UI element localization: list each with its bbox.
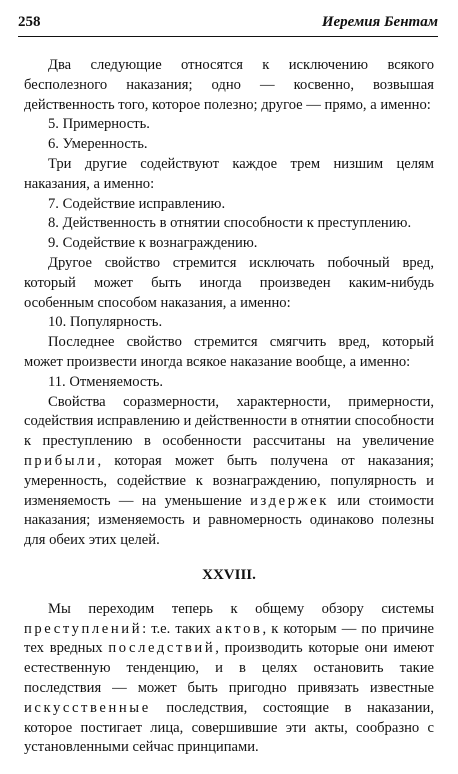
paragraph <box>24 600 434 758</box>
paragraph: Два следующие относятся к исключению всякого бесполезного наказания; одно — косвенно, возвышая действенность того, которое полезно; другое — прямо, а именно: <box>24 57 434 113</box>
text-run: Свойства соразмерности, характерности, примерности, содействия исправлению и действенности в отнятии способности к преступлению в особенности рассчитаны на увеличение <box>24 393 434 450</box>
spaced-emphasis: искусственные <box>24 699 151 716</box>
text-run: Мы переходим теперь к общему обзору системы <box>48 600 434 617</box>
spaced-emphasis: прибыли <box>24 452 98 469</box>
paragraph: Последнее свойство стремится смягчить вред, который может произвести иногда всякое наказание вообще, а именно: <box>24 334 434 370</box>
list-item: 8. Действенность в отнятии способности к преступлению. <box>48 215 412 232</box>
text-run: или стоимости наказания; изменяемость и равномерность одинаково полезны для обеих этих целей. <box>24 492 434 549</box>
list-item: 7. Содействие исправлению. <box>48 195 226 212</box>
paragraph <box>24 393 434 551</box>
list-item: 9. Содействие к вознаграждению. <box>48 235 258 252</box>
main-text <box>24 56 434 758</box>
page-number: 258 <box>18 14 41 30</box>
paragraph: Другое свойство стремится исключать побочный вред, который может быть иногда произведен каким-нибудь особенным способом наказания, а именно: <box>24 254 434 311</box>
spaced-emphasis: актов <box>215 620 263 637</box>
text-run: , производить которые они имеют естественную тенденцию, и в целях остановить такие последствия — может быть пригодно привязать известные <box>24 640 434 696</box>
spaced-emphasis: преступлений <box>24 620 143 637</box>
list-item: 11. Отменяемость. <box>48 373 164 390</box>
section-heading: XXVIII. <box>202 566 256 583</box>
spaced-emphasis: последствий <box>108 640 216 657</box>
text-run: последствия, состоящие в наказании, которое постигает лица, совершившие эти акты, сообразно с установленными сейчас принципами. <box>24 699 434 756</box>
list-item: 6. Умеренность. <box>48 136 148 153</box>
spaced-emphasis: издержек <box>250 492 329 509</box>
running-title-author: Иеремия Бентам <box>321 14 438 30</box>
running-header <box>18 14 438 37</box>
text-run: , к которым — по причине тех вредных <box>24 620 434 657</box>
paragraph: Три другие содействуют каждое трем низшим целям наказания, а именно: <box>24 155 434 192</box>
text-run: , которая может быть получена от наказания; умеренность, содействие к вознаграждению, популярность и изменяемость — на уменьшение <box>24 452 434 509</box>
list-item: 10. Популярность. <box>48 314 163 331</box>
text-run: : т.е. таких <box>142 620 216 637</box>
list-item: 5. Примерность. <box>48 116 150 133</box>
